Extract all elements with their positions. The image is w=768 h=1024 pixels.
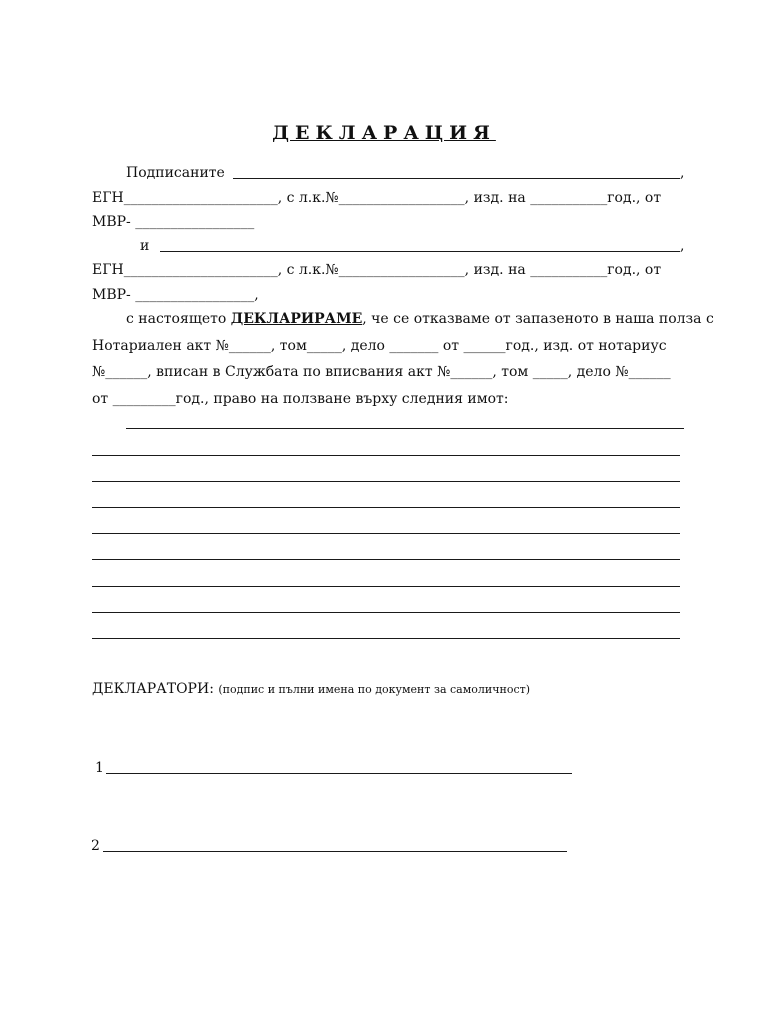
declaration-rest: , че се отказваме от запазеното в наша полза с (362, 311, 714, 327)
declarants-label: ДЕКЛАРАТОРИ: (92, 681, 214, 697)
declarants-heading (92, 680, 530, 699)
declaration-keyword: ДЕКЛАРИРАМЕ (230, 311, 363, 327)
declarant-1-number: 1 (95, 760, 104, 776)
comma: , (680, 165, 685, 181)
declarants-hint: (подпис и пълни имена по документ за самоличност) (218, 683, 530, 696)
property-line (92, 638, 680, 639)
comma: , (680, 238, 685, 254)
signer2-id-row: ЕГН______________________, с л.к.№__________________, изд. на ___________год., от (92, 262, 662, 278)
property-line (92, 612, 680, 613)
declarant-2-signature-line (103, 851, 567, 852)
signer2-mvr-row: МВР- _________________, (92, 287, 259, 303)
signer2-name-line (160, 251, 680, 252)
declarant-2-number: 2 (91, 838, 100, 854)
signed-label: Подписаните (126, 165, 225, 181)
signer1-mvr-row: МВР- _________________ (92, 214, 255, 230)
declaration-line-2: Нотариален акт №______, том_____, дело _______ от ______год., изд. от нотариус (92, 338, 667, 354)
property-line (92, 559, 680, 560)
property-line (92, 533, 680, 534)
property-line (92, 481, 680, 482)
property-line (126, 428, 684, 429)
signer1-id-row: ЕГН______________________, с л.к.№__________________, изд. на ___________год., от (92, 190, 662, 206)
declaration-line-4: от _________год., право на ползване върху следния имот: (92, 391, 509, 407)
declaration-line-3: №______, вписан в Службата по вписвания акт №______, том _____, дело №______ (92, 364, 671, 380)
document-title: ДЕКЛАРАЦИЯ (272, 122, 496, 144)
signer1-name-line (233, 178, 680, 179)
declaration-line-1 (126, 310, 714, 328)
property-line (92, 455, 680, 456)
property-line (92, 507, 680, 508)
declaration-intro: с настоящето (126, 311, 231, 327)
and-label: и (140, 238, 150, 254)
declarant-1-signature-line (106, 773, 572, 774)
property-line (92, 586, 680, 587)
